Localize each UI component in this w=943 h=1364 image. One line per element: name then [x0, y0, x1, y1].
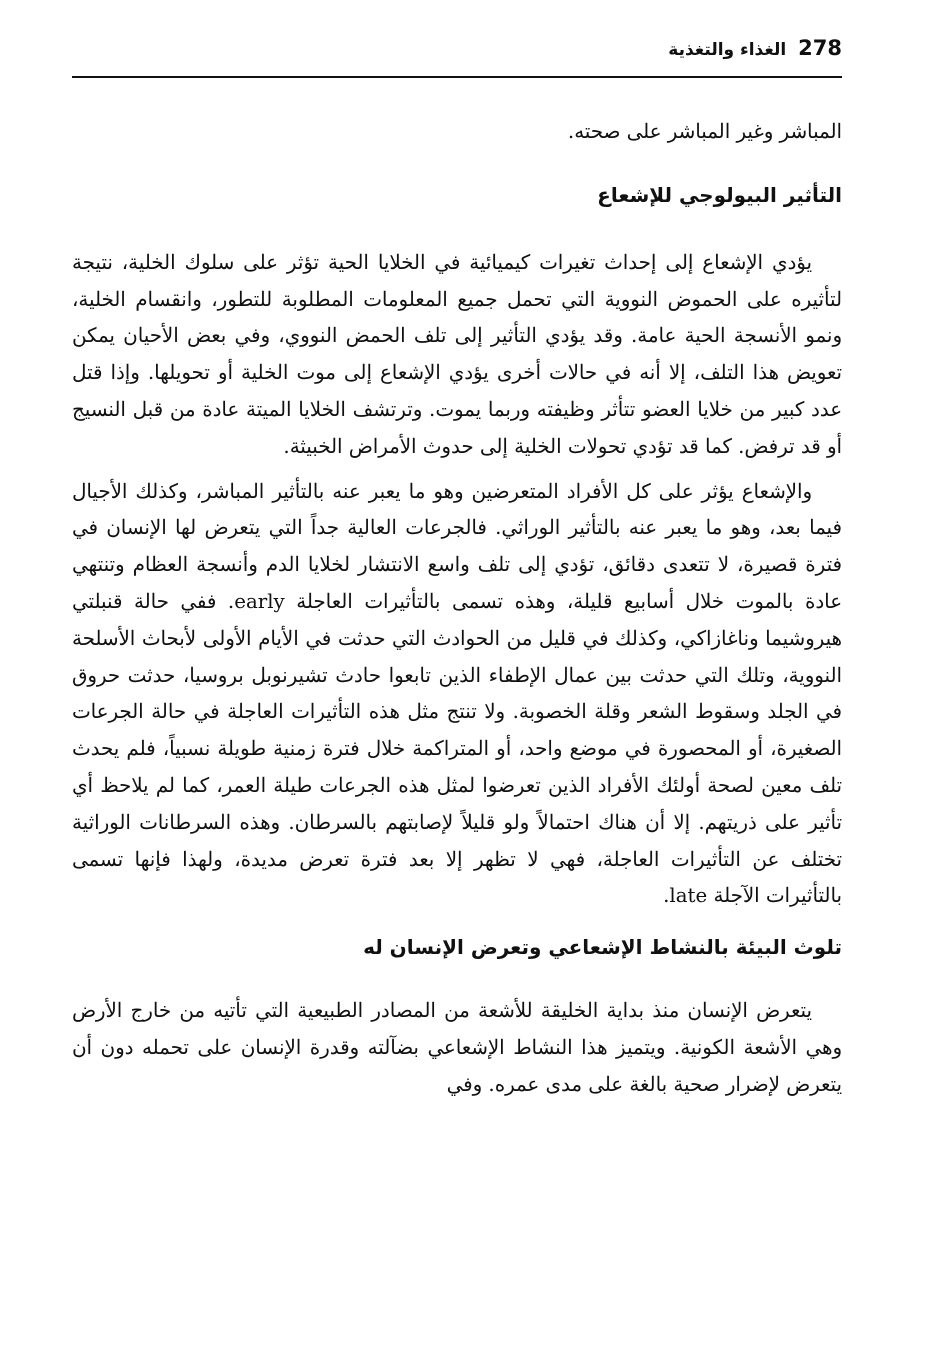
paragraph-natural-radiation: يتعرض الإنسان منذ بداية الخليقة للأشعة من المصادر الطبيعية التي تأتيه من خارج الأرض وهي الأشعة الكونية. ويتميز هذا النشاط الإشعاعي بضآلته وقدرة الإنسان على تحمله دون أن يتعرض لإضرار صحية بالغة على مدى عمره. وفي — [72, 999, 842, 1096]
term-early: early — [234, 589, 285, 613]
term-late: late — [669, 884, 708, 908]
paragraph-biological-effect: يؤدي الإشعاع إلى إحداث تغيرات كيميائية في الخلايا الحية تؤثر على سلوك الخلية، نتيجة لتأثيره على الحموض النووية التي تحمل جميع المعلومات المطلوبة للتطور، وانقسام الخلية، ونمو الأنسجة الحية عامة. وقد يؤدي التأثير إلى تلف الحمض النووي، وفي بعض الأحيان يمكن تعويض هذا التلف، إلا أنه في حالات أخرى يؤدي الإشعاع إلى موت الخلية أو تحويلها. وإذا قتل عدد كبير من خلايا العضو تتأثر وظيفته وربما يموت. وترتشف الخلايا الميتة عادة من قبل النسيج أو قد ترفض. كما قد تؤدي تحولات الخلية إلى حدوث الأمراض الخبيثة. — [72, 250, 842, 458]
page-number: 278 — [798, 36, 842, 60]
intro-line: المباشر وغير المباشر على صحته. — [567, 120, 842, 143]
running-header — [72, 36, 842, 78]
section-heading-biological-effect: التأثير البيولوجي للإشعاع — [597, 182, 842, 207]
paragraph-direct-and-genetic-effects — [72, 474, 842, 916]
paragraph-end-punctuation: . — [663, 884, 670, 908]
book-page — [72, 36, 842, 1346]
running-title: الغذاء والتغذية — [668, 40, 787, 60]
paragraph-text: . ففي حالة قنبلتي هيروشيما وناغازاكي، وكذلك في قليل من الحوادث التي حدثت في الأيام الأولى لأبحاث الأسلحة النووية، وتلك التي حدثت بين عمال الإطفاء الذين تابعوا حادث تشيرنوبل بروسيا، حدثت حروق في الجلد وسقوط الشعر وقلة الخصوبة. ولا تنتج مثل هذه التأثيرات العاجلة في حالة الجرعات الصغيرة، أو المحصورة في موضع واحد، أو المتراكمة خلال فترة زمنية طويلة نسبياً، فلم يحدث تلف معين لصحة أولئك الأفراد الذين تعرضوا لمثل هذه الجرعات طيلة العمر، كما لم يلاحظ أي تأثير على ذريتهم. إلا أن هناك احتمالاً ولو قليلاً لإصابتهم بالسرطان. وهذه السرطانات الوراثية تختلف عن التأثيرات العاجلة، فهي لا تظهر إلا بعد فترة تعرض مديدة، ولهذا فإنها تسمى بالتأثيرات الآجلة — [72, 589, 842, 908]
section-heading-environmental-contamination: تلوث البيئة بالنشاط الإشعاعي وتعرض الإنسان له — [363, 935, 842, 960]
paragraph-text: والإشعاع يؤثر على كل الأفراد المتعرضين وهو ما يعبر عنه بالتأثير المباشر، وكذلك الأجيال فيما بعد، وهو ما يعبر عنه بالتأثير الوراثي. فالجرعات العالية جداً التي يتعرض لها الإنسان في فترة قصيرة، لا تتعدى دقائق، تؤدي إلى تلف واسع الانتشار لخلايا الدم وأنسجة العظام وتنتهي عادة بالموت خلال أسابيع قليلة، وهذه تسمى بالتأثيرات العاجلة — [72, 479, 843, 613]
